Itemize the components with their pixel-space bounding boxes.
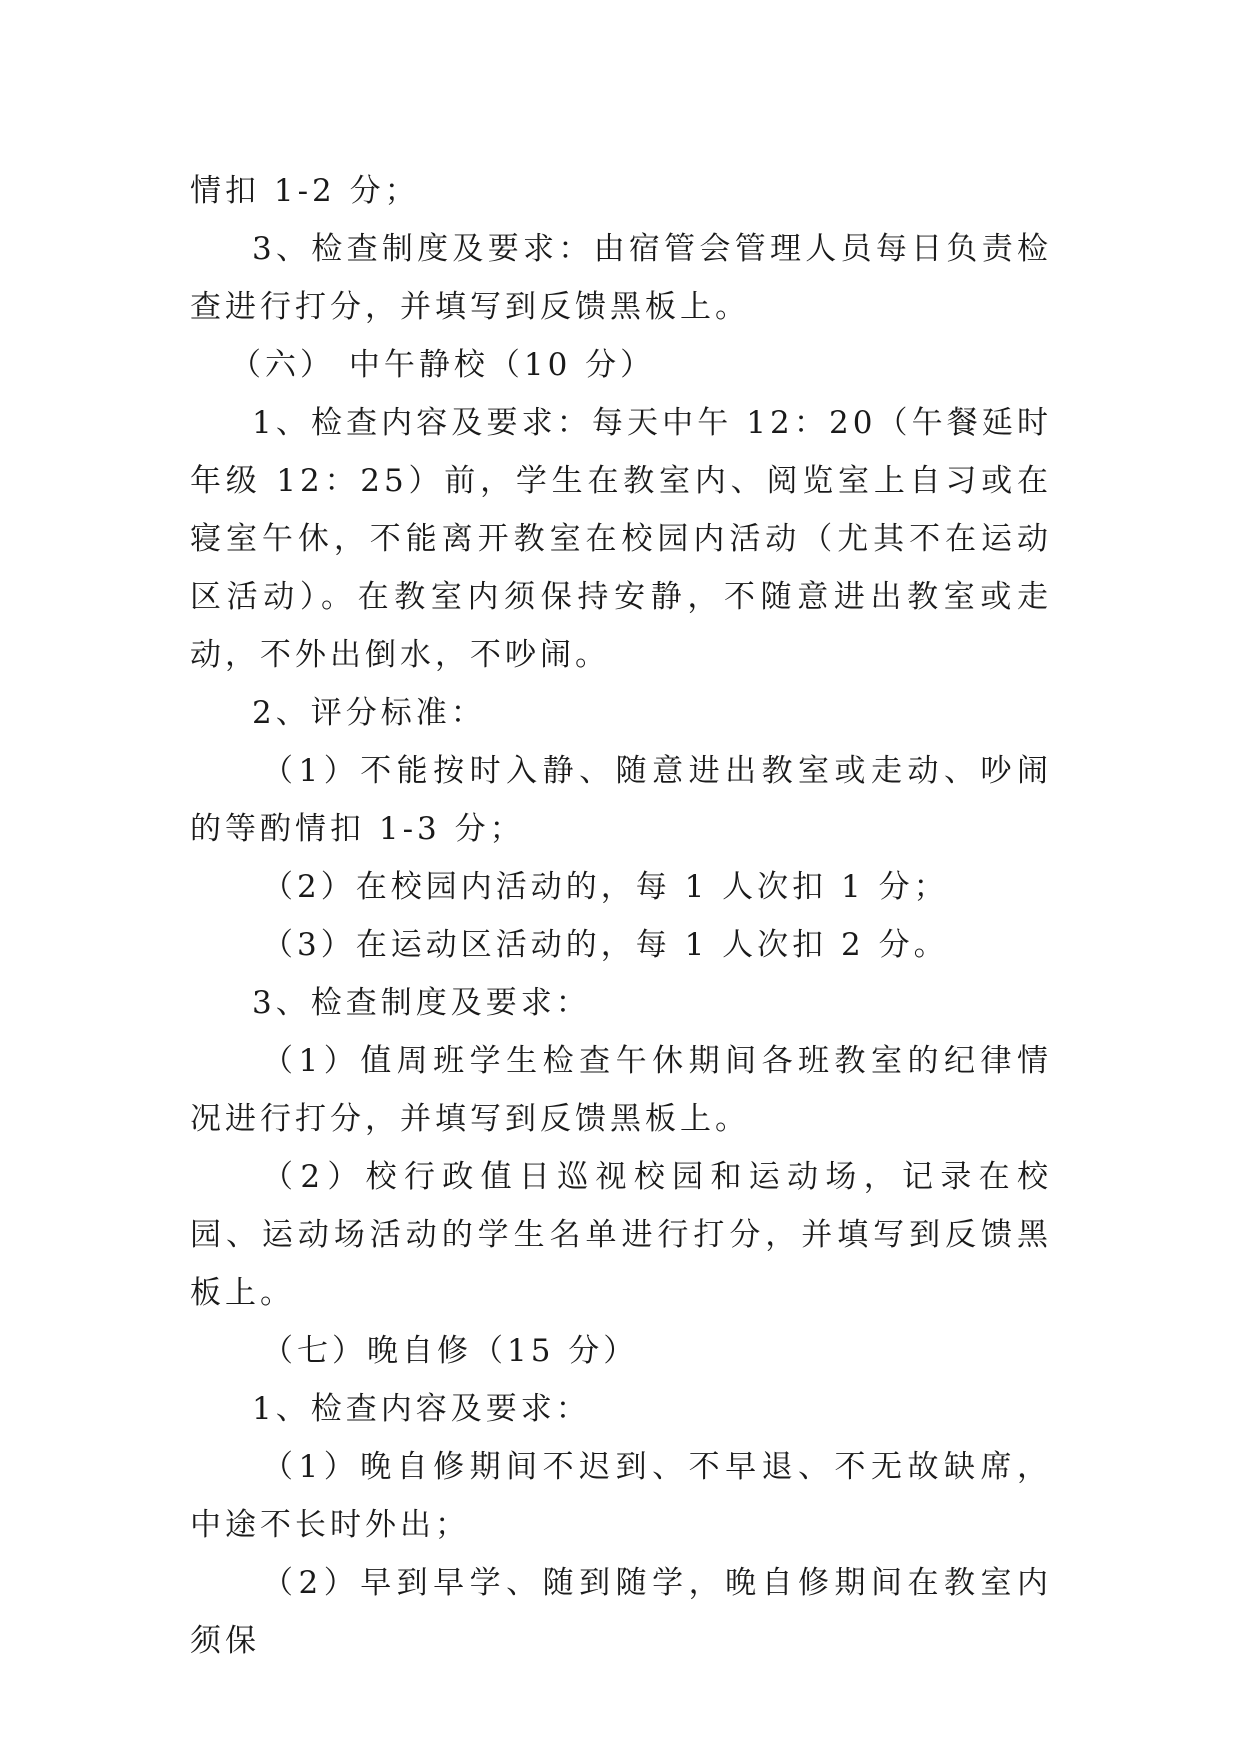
paragraph-scoring-item-1: （1）不能按时入静、随意进出教室或走动、吵闹的等酌情扣 1-3 分； <box>190 753 1052 847</box>
paragraph-inspection-item-1: （1）值周班学生检查午休期间各班教室的纪律情况进行打分，并填写到反馈黑板上。 <box>190 1043 1052 1137</box>
paragraph-evening-requirements-heading: 1、检查内容及要求： <box>252 1391 591 1427</box>
paragraph-scoring-item-2: （2）在校园内活动的，每 1 人次扣 1 分； <box>262 869 949 905</box>
document-body <box>190 162 1052 1670</box>
paragraph-noon-requirements: 1、检查内容及要求：每天中午 12：20（午餐延时年级 12：25）前，学生在教室内、阅览室上自习或在寝室午休，不能离开教室在校园内活动（尤其不在运动区活动）。在教室内须保持安静，不随意进出教室或走动，不外出倒水，不吵闹。 <box>190 405 1052 673</box>
section-heading-noon-quiet: （六） 中午静校（10 分） <box>230 347 656 383</box>
paragraph-inspection-rules-heading: 3、检查制度及要求： <box>252 985 591 1021</box>
paragraph-continuation: 情扣 1-2 分； <box>190 173 420 209</box>
paragraph-inspection-rules-dorm: 3、检查制度及要求：由宿管会管理人员每日负责检查进行打分，并填写到反馈黑板上。 <box>190 231 1052 325</box>
paragraph-scoring-item-3: （3）在运动区活动的，每 1 人次扣 2 分。 <box>262 927 949 963</box>
paragraph-evening-item-1: （1）晚自修期间不迟到、不早退、不无故缺席，中途不长时外出； <box>190 1449 1052 1543</box>
paragraph-evening-item-2: （2）早到早学、随到随学，晚自修期间在教室内须保 <box>190 1565 1052 1659</box>
section-heading-evening-study: （七）晚自修（15 分） <box>262 1333 639 1369</box>
paragraph-scoring-standard-heading: 2、评分标准： <box>252 695 486 731</box>
paragraph-inspection-item-2: （2）校行政值日巡视校园和运动场，记录在校园、运动场活动的学生名单进行打分，并填写到反馈黑板上。 <box>190 1159 1052 1311</box>
